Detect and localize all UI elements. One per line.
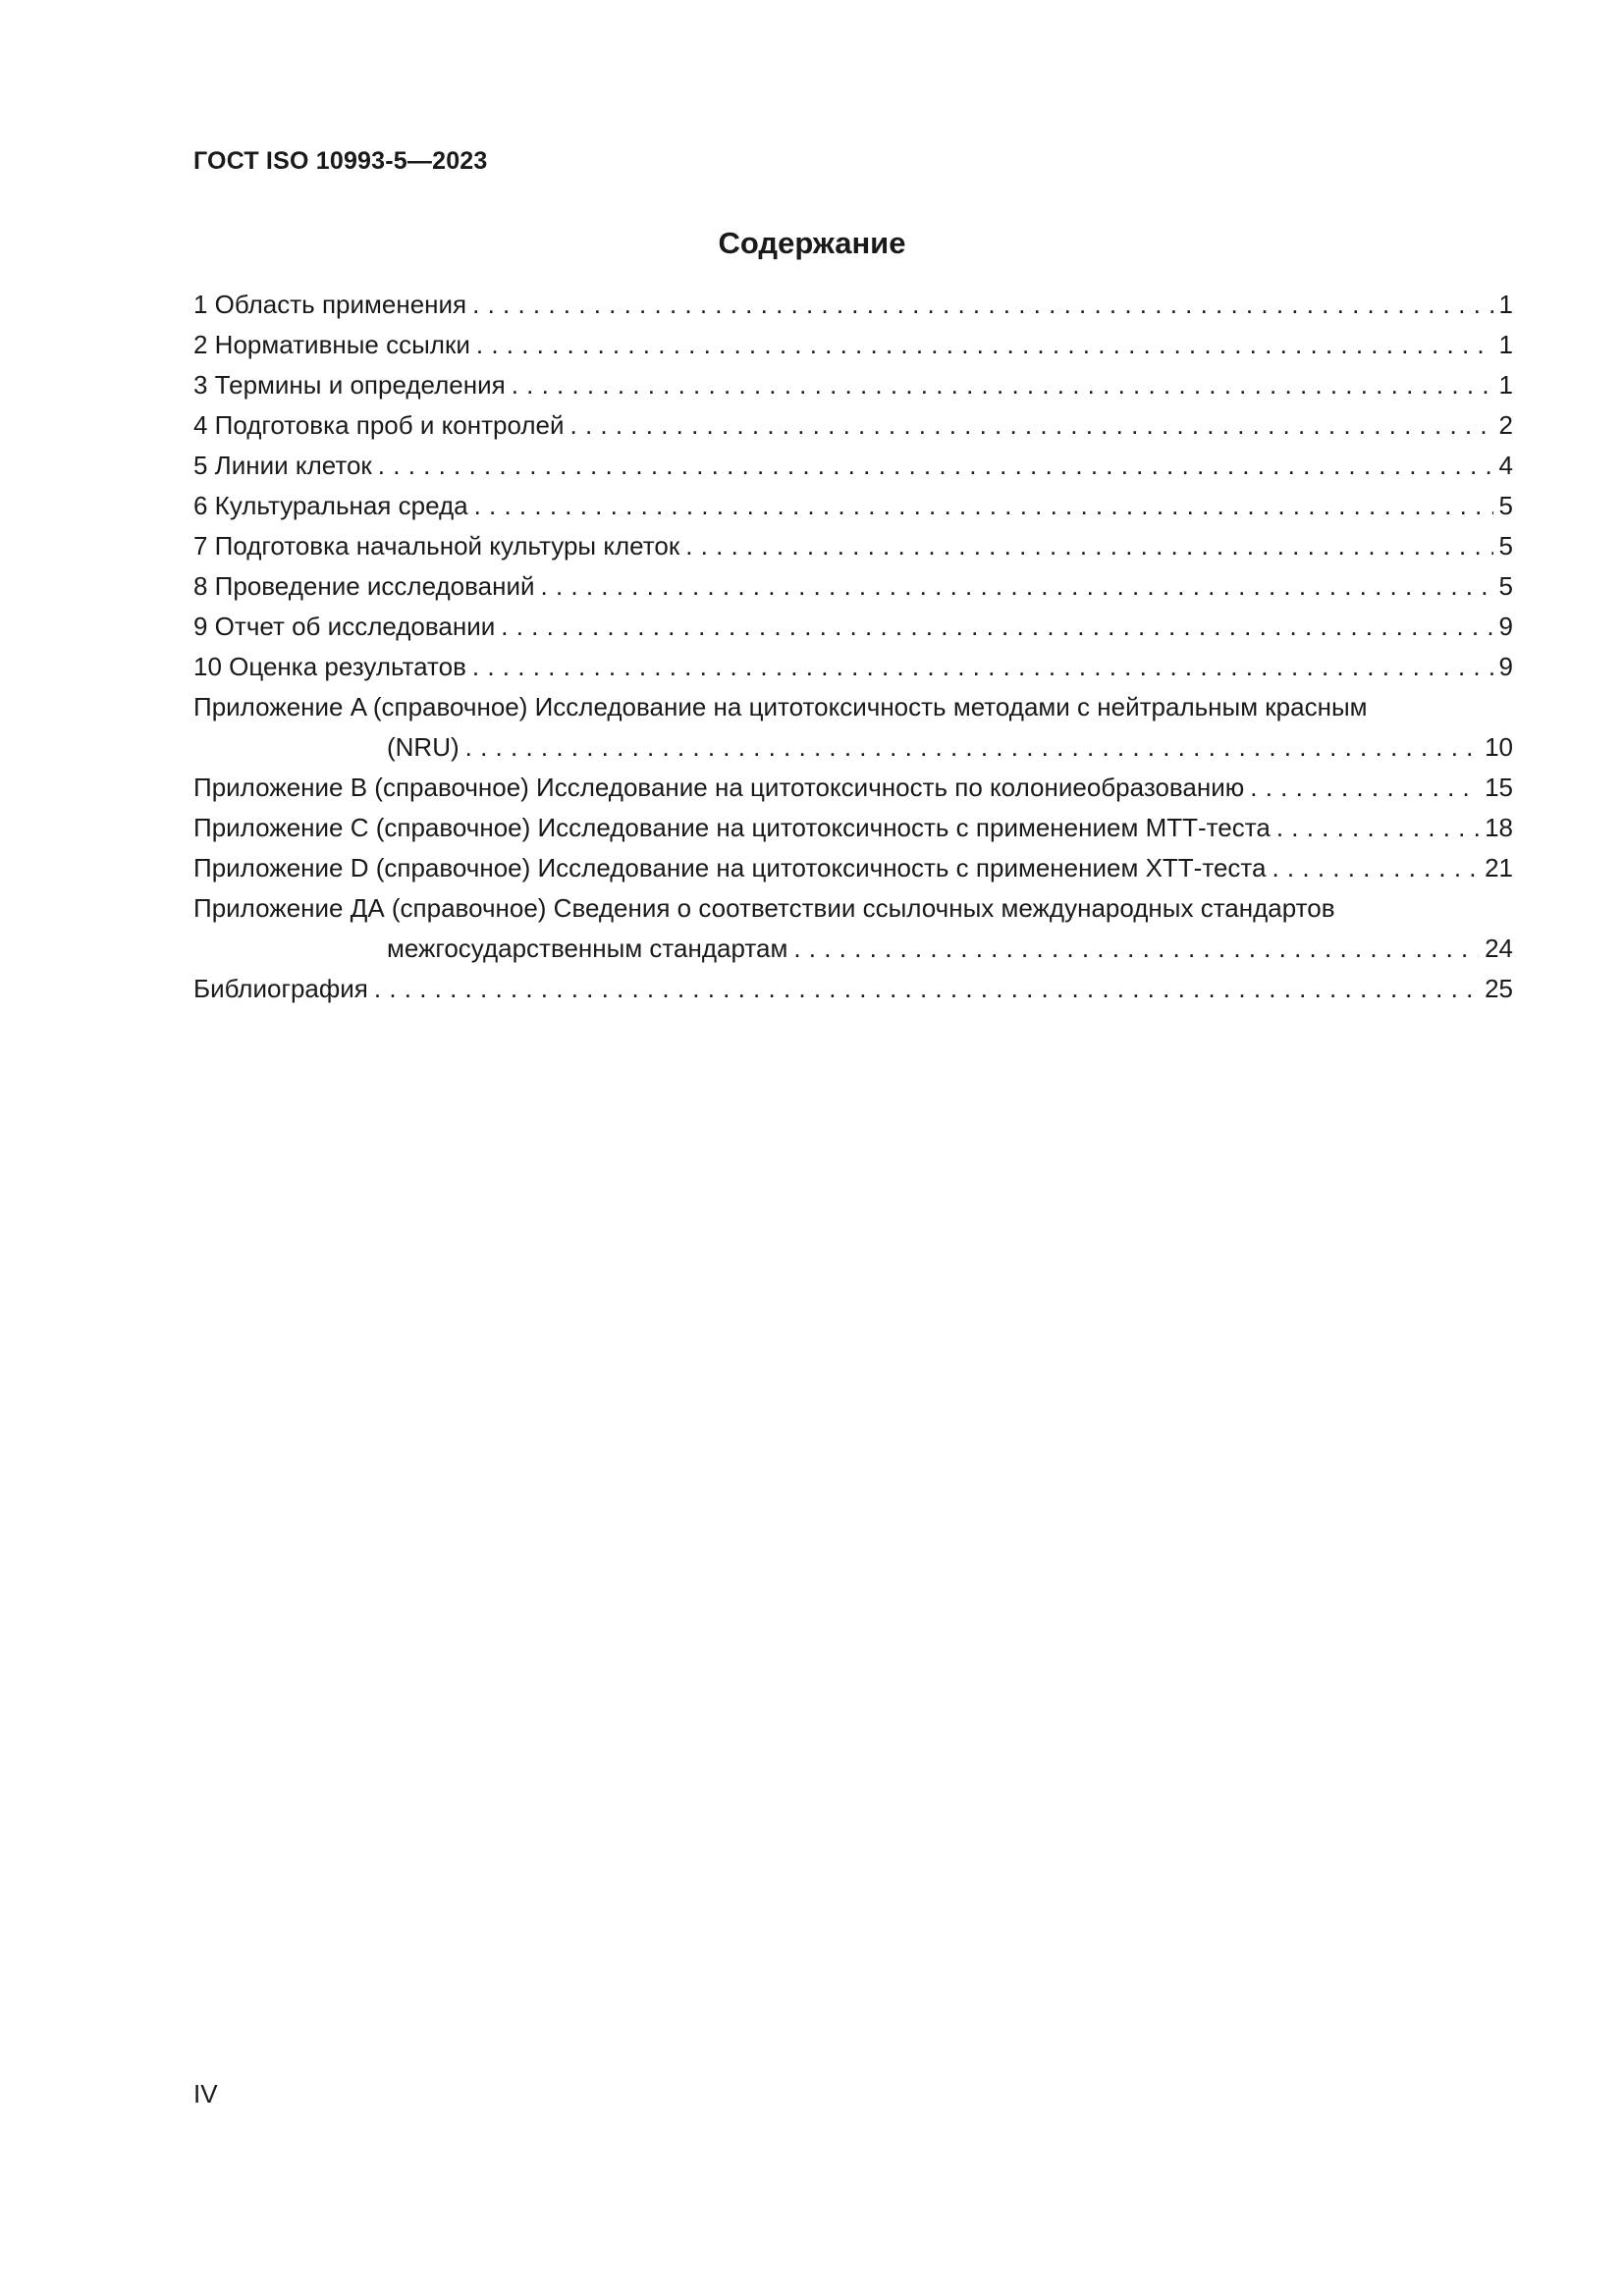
toc-entry-text: Библиография xyxy=(193,974,368,1003)
toc-entry-scope[interactable] xyxy=(193,285,1513,325)
toc-page-number: 5 xyxy=(1498,491,1513,520)
toc-entry-text: 3 Термины и определения xyxy=(193,370,506,400)
toc-dot-leader xyxy=(793,929,1479,969)
toc-entry-text: 1 Область применения xyxy=(193,290,467,319)
toc-entry-culture-medium[interactable] xyxy=(193,486,1513,526)
toc-dot-leader xyxy=(378,446,1493,486)
document-code: ГОСТ ISO 10993-5—2023 xyxy=(193,147,488,175)
toc-page-number: 25 xyxy=(1485,974,1513,1003)
toc-entry-annex-a[interactable] xyxy=(193,687,1513,768)
toc-entry-text: 10 Оценка результатов xyxy=(193,652,466,681)
toc-entry-text: 5 Линии клеток xyxy=(193,451,372,480)
toc-entry-sample-preparation[interactable] xyxy=(193,405,1513,446)
toc-entry-text: Приложение B (справочное) Исследование на цитотоксичность по колониеобразованию xyxy=(193,773,1245,802)
toc-entry-annex-c[interactable] xyxy=(193,808,1513,848)
toc-entry-annex-da[interactable] xyxy=(193,888,1513,969)
toc-entry-text: 2 Нормативные ссылки xyxy=(193,330,470,359)
toc-page-number: 24 xyxy=(1485,934,1513,963)
toc-entry-normative-references[interactable] xyxy=(193,325,1513,365)
toc-entry-text: 7 Подготовка начальной культуры клеток xyxy=(193,531,680,561)
toc-entry-text: 9 Отчет об исследовании xyxy=(193,612,496,641)
toc-entry-annex-b[interactable] xyxy=(193,768,1513,808)
toc-entry-text: 8 Проведение исследований xyxy=(193,571,535,601)
toc-entry-test-procedure[interactable] xyxy=(193,566,1513,607)
toc-entry-text: межгосударственным стандартам xyxy=(387,934,788,963)
toc-dot-leader xyxy=(570,405,1493,446)
toc-dot-leader xyxy=(541,566,1493,607)
toc-page-number: 4 xyxy=(1498,451,1513,480)
toc-page-number: 9 xyxy=(1498,612,1513,641)
toc-dot-leader xyxy=(472,285,1492,325)
toc-entry-text: 4 Подготовка проб и контролей xyxy=(193,410,565,440)
toc-entry-annex-d[interactable] xyxy=(193,848,1513,888)
toc-page-number: 21 xyxy=(1485,853,1513,882)
toc-dot-leader xyxy=(474,486,1493,526)
table-of-contents xyxy=(193,285,1513,1009)
toc-page-number: 9 xyxy=(1498,652,1513,681)
toc-page-number: 1 xyxy=(1498,370,1513,400)
toc-page-number: 5 xyxy=(1498,571,1513,601)
toc-entry-text: Приложение D (справочное) Исследование на цитотоксичность с применением ХТТ-теста xyxy=(193,853,1267,882)
toc-page-number: 2 xyxy=(1498,410,1513,440)
toc-entry-text: 6 Культуральная среда xyxy=(193,491,468,520)
toc-entry-cell-lines[interactable] xyxy=(193,446,1513,486)
toc-dot-leader xyxy=(685,526,1492,566)
toc-entry-text-first-line: Приложение A (справочное) Исследование на цитотоксичность методами с нейтральным красным xyxy=(193,692,1368,721)
toc-page-number: 15 xyxy=(1485,773,1513,802)
page-number: IV xyxy=(193,2079,218,2109)
toc-dot-leader xyxy=(374,969,1479,1009)
toc-entry-terms[interactable] xyxy=(193,365,1513,405)
toc-entry-evaluation[interactable] xyxy=(193,647,1513,687)
toc-page-number: 5 xyxy=(1498,531,1513,561)
toc-title: Содержание xyxy=(718,226,906,260)
toc-dot-leader xyxy=(1250,768,1479,808)
toc-dot-leader xyxy=(512,365,1493,405)
toc-page-number: 1 xyxy=(1498,330,1513,359)
toc-page-number: 1 xyxy=(1498,290,1513,319)
toc-entry-test-report[interactable] xyxy=(193,607,1513,647)
toc-page-number: 10 xyxy=(1485,732,1513,762)
toc-dot-leader xyxy=(472,647,1493,687)
toc-entry-text-first-line: Приложение ДА (справочное) Сведения о соответствии ссылочных международных стандартов xyxy=(193,893,1335,923)
toc-dot-leader xyxy=(1276,808,1479,848)
toc-page-number: 18 xyxy=(1485,813,1513,842)
toc-entry-stock-culture[interactable] xyxy=(193,526,1513,566)
toc-entry-text: Приложение C (справочное) Исследование на цитотоксичность с применением МТТ-теста xyxy=(193,813,1271,842)
toc-dot-leader xyxy=(501,607,1492,647)
toc-entry-text: (NRU) xyxy=(387,732,460,762)
toc-entry-bibliography[interactable] xyxy=(193,969,1513,1009)
toc-dot-leader xyxy=(465,727,1479,768)
toc-dot-leader xyxy=(1272,848,1479,888)
toc-dot-leader xyxy=(476,325,1493,365)
